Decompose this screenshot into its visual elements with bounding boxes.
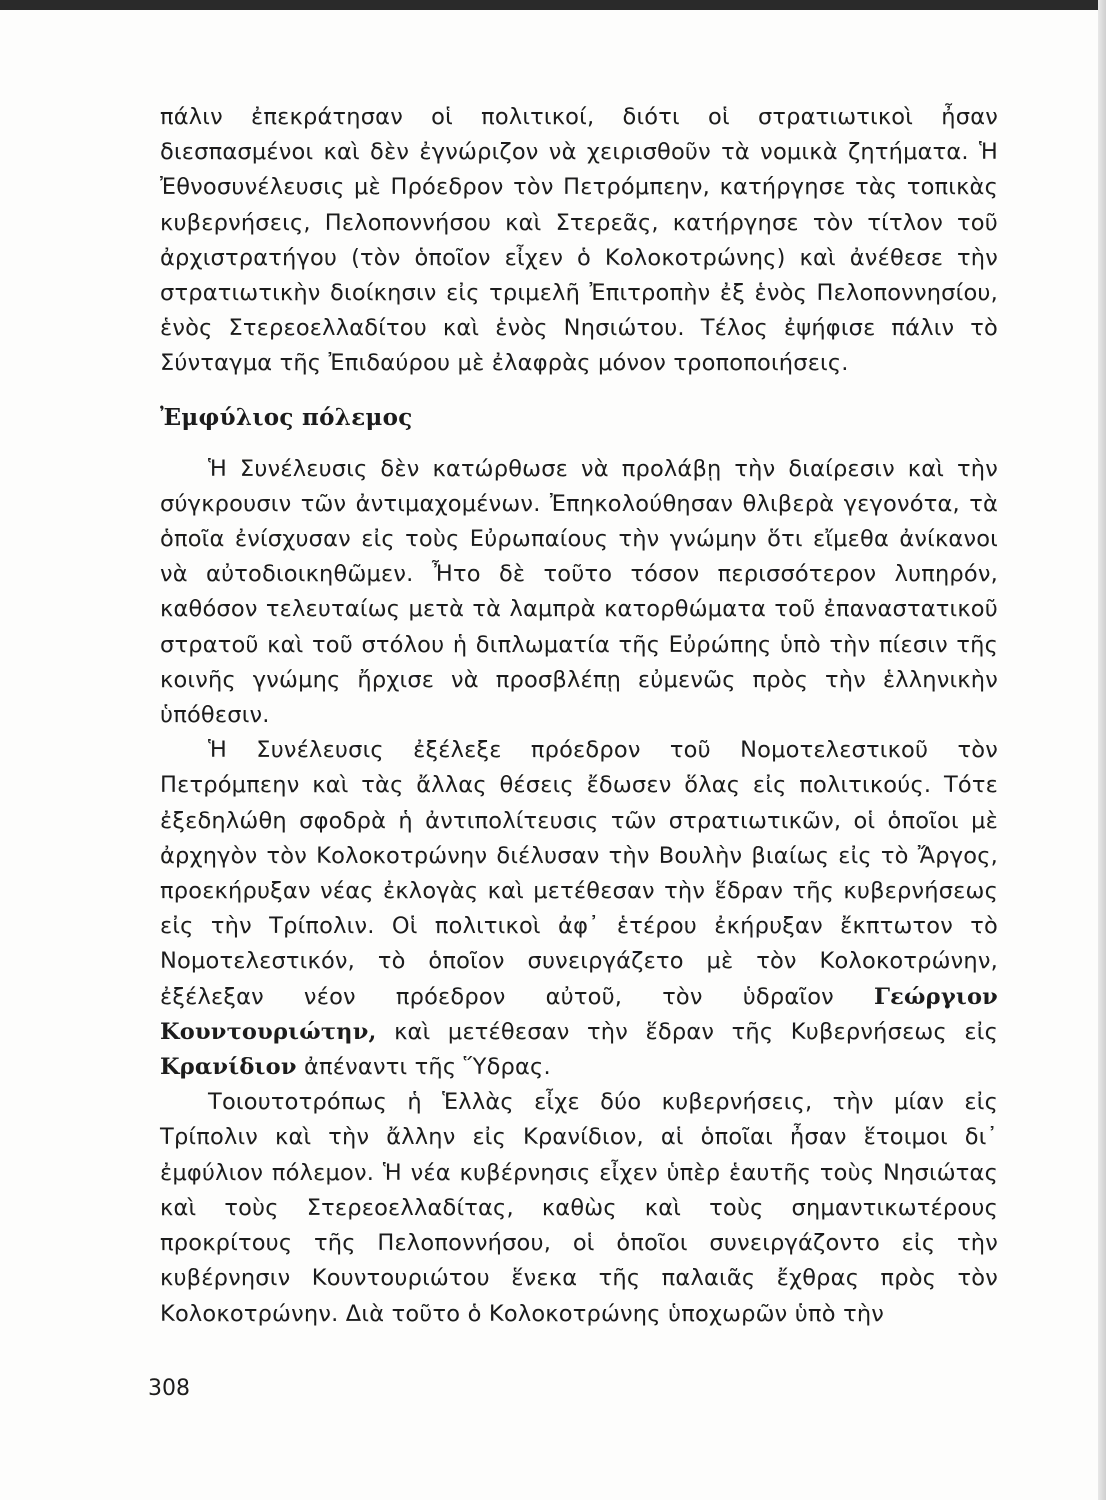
paragraph-continuation: πάλιν ἐπεκράτησαν οἱ πολιτικοί, διότι οἱ στρατιωτικοὶ ἦσαν διεσπασμένοι καὶ δὲν ἐγνώριζον νὰ χειρισθοῦν τὰ νομικὰ ζητήματα. Ἡ Ἐθνοσυνέλευσις μὲ Πρόεδρον τὸν Πετρόμπεην, κατήργησε τὰς τοπικὰς κυβερνήσεις, Πελοποννήσου καὶ Στερεᾶς, κατήργησε τὸν τίτλον τοῦ ἀρχιστρατήγου (τὸν ὁποῖον εἶχεν ὁ Κολοκοτρώνης) καὶ ἀνέθεσε τὴν στρατιωτικὴν διοίκησιν εἰς τριμελῆ Ἐπιτροπὴν ἐξ ἑνὸς Πελοποννησίου, ἑνὸς Στερεοελλαδίτου καὶ ἑνὸς Νησιώτου. Τέλος ἐψήφισε πάλιν τὸ Σύνταγμα τῆς Ἐπιδαύρου μὲ ἐλαφρὰς μόνον τροποποιήσεις. [160, 104, 998, 377]
paragraph [160, 733, 998, 1085]
paragraph-text: Ἡ Συνέλευσις ἐξέλεξε πρόεδρον τοῦ Νομοτελεστικοῦ τὸν Πετρόμπεην καὶ τὰς ἄλλας θέσεις ἔδωσεν ὅλας εἰς πολιτικούς. Τότε ἐξεδηλώθη σφοδρὰ ἡ ἀντιπολίτευσις τῶν στρατιωτικῶν, οἱ ὁποῖοι μὲ ἀρχηγὸν τὸν Κολοκοτρώνην διέλυσαν τὴν Βουλὴν βιαίως εἰς τὸ Ἄργος, προεκήρυξαν νέας ἐκλογὰς καὶ μετέθεσαν τὴν ἕδραν τῆς κυβερνήσεως εἰς τὴν Τρίπολιν. Οἱ πολιτικοὶ ἀφ᾽ ἑτέρου ἐκήρυξαν ἔκπτωτον τὸ Νομοτελεστικόν, τὸ ὁποῖον συνειργάζετο μὲ τὸν Κολοκοτρώνην, ἐξέλεξαν νέον πρόεδρον αὐτοῦ, τὸν ὑδραῖον [160, 737, 998, 1010]
bold-person-name: Γεώργιον Κουντουριώτην, [160, 983, 998, 1045]
section-heading: Ἐμφύλιος πόλεμος [160, 403, 413, 431]
paragraph-text: ἀπέναντι τῆς Ὕδρας. [296, 1054, 551, 1081]
scan-right-edge [1098, 0, 1106, 1500]
scan-top-border [0, 0, 1106, 10]
bold-place-name: Κρανίδιον [160, 1054, 297, 1081]
page-body [160, 100, 998, 1332]
paragraph: Ἡ Συνέλευσις δὲν κατώρθωσε νὰ προλάβῃ τὴν διαίρεσιν καὶ τὴν σύγκρουσιν τῶν ἀντιμαχομένων. Ἐπηκολούθησαν θλιβερὰ γεγονότα, τὰ ὁποῖα ἐνίσχυσαν εἰς τοὺς Εὐρωπαίους τὴν γνώμην ὅτι εἴμεθα ἀνίκανοι νὰ αὐτοδιοικηθῶμεν. Ἦτο δὲ τοῦτο τόσον περισσότερον λυπηρόν, καθόσον τελευταίως μετὰ τὰ λαμπρὰ κατορθώματα τοῦ ἐπαναστατικοῦ στρατοῦ καὶ τοῦ στόλου ἡ διπλωματία τῆς Εὐρώπης ὑπὸ τὴν πίεσιν τῆς κοινῆς γνώμης ἤρχισε νὰ προσβλέπῃ εὐμενῶς πρὸς τὴν ἑλληνικὴν ὑπόθεσιν. [160, 455, 998, 729]
paragraph: Τοιουτοτρόπως ἡ Ἑλλὰς εἶχε δύο κυβερνήσεις, τὴν μίαν εἰς Τρίπολιν καὶ τὴν ἄλλην εἰς Κρανίδιον, αἱ ὁποῖαι ἦσαν ἕτοιμοι δι᾽ ἐμφύλιον πόλεμον. Ἡ νέα κυβέρνησις εἶχεν ὑπὲρ ἑαυτῆς τοὺς Νησιώτας καὶ τοὺς Στερεοελλαδίτας, καθὼς καὶ τοὺς σημαντικωτέρους προκρίτους τῆς Πελοποννήσου, οἱ ὁποῖοι συνειργάζοντο εἰς τὴν κυβέρνησιν Κουντουριώτου ἕνεκα τῆς παλαιᾶς ἔχθρας πρὸς τὸν Κολοκοτρώνην. Διὰ τοῦτο ὁ Κολοκοτρώνης ὑποχωρῶν ὑπὸ τὴν [160, 1089, 998, 1327]
paragraph-text: καὶ μετέθεσαν τὴν ἕδραν τῆς Κυβερνήσεως εἰς [376, 1018, 998, 1045]
page-number: 308 [148, 1376, 190, 1401]
